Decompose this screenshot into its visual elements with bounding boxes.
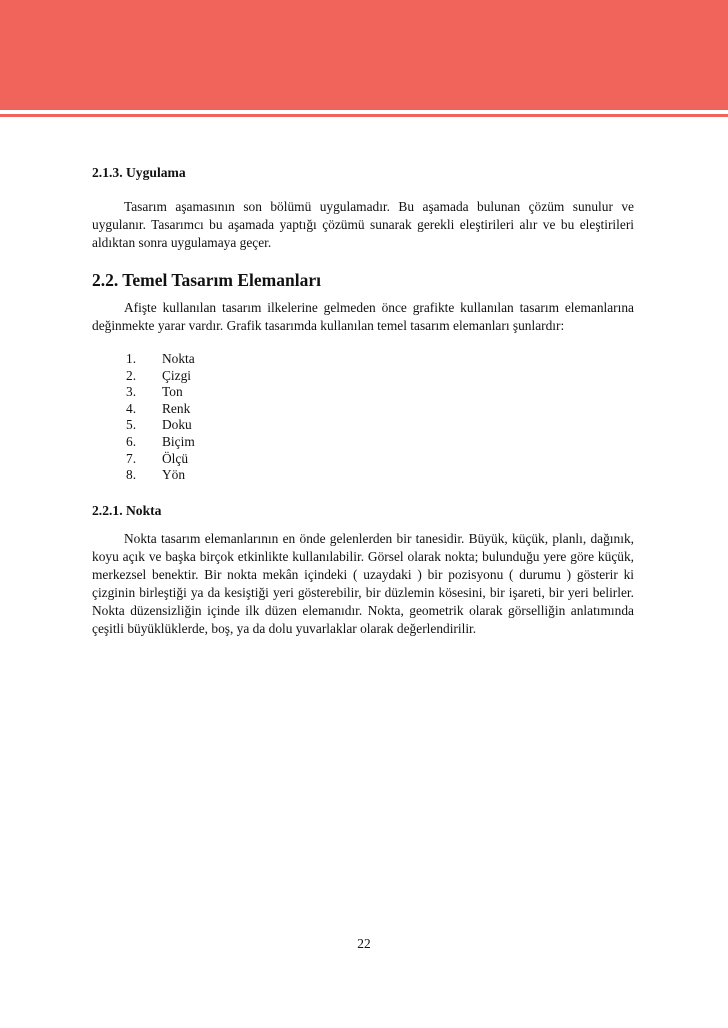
section-22-paragraph: Afişte kullanılan tasarım ilkelerine gelmeden önce grafikte kullanılan tasarım elemanlarına değinmekte yarar vardır. Grafik tasarımda kullanılan temel tasarım elemanları şunlardır: <box>92 300 634 333</box>
list-item-label: Yön <box>162 467 186 483</box>
list-item-label: Renk <box>162 400 191 416</box>
list-item-number: 7. <box>126 450 137 466</box>
list-item-number: 8. <box>126 467 137 483</box>
list-item-label: Çizgi <box>162 367 192 383</box>
list-item-number: 4. <box>126 400 137 416</box>
list-item-number: 5. <box>126 417 137 433</box>
section-213-paragraph: Tasarım aşamasının son bölümü uygulamadır. Bu aşamada bulunan çözüm sunulur ve uygulanır. Tasarımcı bu aşamada yaptığı çözümü sunarak gerekli eleştirileri alır ve bu eleştirileri aldıktan sonra uygulamaya geçer. <box>92 199 634 250</box>
section-221-paragraph: Nokta tasarım elemanlarının en önde gelenlerden bir tanesidir. Büyük, küçük, planlı, dağınık, koyu açık ve başka birçok etkinlikte kullanılabilir. Görsel olarak nokta; bulunduğu yere göre küçük, merkezsel benektir. Bir nokta mekân içindeki ( uzaydaki ) bir pozisyonu ( durumu ) gösterir ki çizginin birleştiği ya da kesiştiği yeri gösterebilir, bir düzlemin kösesini, bir işareti, bir yeri belirler. Nokta düzensizliğin içinde ilk düzen elemanıdır. Nokta, geometrik olarak görselliğin anlatımında çeşitli büyüklüklerde, boş, ya da dolu yuvarlaklar olarak değerlendirilir. <box>92 530 634 636</box>
list-item-number: 3. <box>126 384 137 400</box>
section-213-heading: 2.1.3. Uygulama <box>92 165 186 180</box>
list-item <box>92 384 634 401</box>
header-band <box>0 0 728 110</box>
list-item-number: 6. <box>126 433 137 449</box>
list-item <box>92 417 634 434</box>
list-item <box>92 368 634 385</box>
list-item <box>92 451 634 468</box>
page-number: 22 <box>357 936 371 951</box>
list-item-label: Biçim <box>162 433 195 449</box>
section-221-heading: 2.2.1. Nokta <box>92 502 162 518</box>
section-22-heading: 2.2. Temel Tasarım Elemanları <box>92 270 321 290</box>
list-item <box>92 434 634 451</box>
list-item-label: Doku <box>162 417 192 433</box>
list-item-label: Ölçü <box>162 450 189 466</box>
list-item <box>92 401 634 418</box>
page-body <box>92 164 634 638</box>
header-rule <box>0 114 728 117</box>
list-item-number: 1. <box>126 351 137 366</box>
design-elements-list <box>92 351 634 484</box>
list-item <box>92 351 634 368</box>
list-item <box>92 467 634 484</box>
list-item-label: Nokta <box>162 351 195 366</box>
list-item-number: 2. <box>126 367 137 383</box>
list-item-label: Ton <box>162 384 183 400</box>
